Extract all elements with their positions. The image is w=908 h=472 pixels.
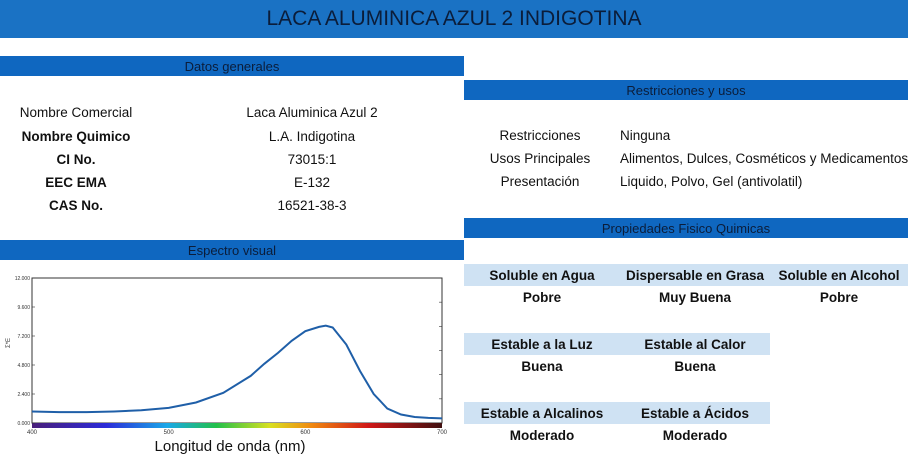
property-soluble-alcohol-value: Pobre xyxy=(819,290,859,305)
restriction-label-restricciones: Restricciones xyxy=(499,128,581,143)
property-soluble-agua-label: Soluble en Agua xyxy=(464,264,620,286)
general-label-eec: EEC EMA xyxy=(45,175,107,190)
x-tick-label: 600 xyxy=(300,430,311,436)
property-estable-acidos-label: Estable a Ácidos xyxy=(620,402,770,424)
y-tick-label: 9.600 xyxy=(17,305,30,311)
general-value-comercial: Laca Aluminica Azul 2 xyxy=(246,105,378,120)
x-tick-label: 500 xyxy=(163,430,174,436)
y-tick-label: 12.000 xyxy=(14,276,30,282)
x-tick-label: 700 xyxy=(436,430,448,436)
y-tick-label: 4.800 xyxy=(17,363,30,369)
property-estable-luz-value: Buena xyxy=(521,359,563,374)
restriction-label-usos: Usos Principales xyxy=(489,151,591,166)
general-value-ci: 73015:1 xyxy=(287,152,337,167)
visible-spectrum-band xyxy=(32,423,442,428)
property-soluble-agua-value: Pobre xyxy=(522,290,562,305)
spectrum-chart xyxy=(0,268,460,436)
page-title: LACA ALUMINICA AZUL 2 INDIGOTINA xyxy=(0,0,908,38)
general-value-eec: E-132 xyxy=(293,175,331,190)
section-spectrum-header: Espectro visual xyxy=(0,240,464,260)
property-dispersable-grasa-value: Muy Buena xyxy=(658,290,731,305)
general-value-cas: 16521-38-3 xyxy=(277,198,347,213)
property-dispersable-grasa-label: Dispersable en Grasa xyxy=(620,264,770,286)
section-restrictions-header: Restricciones y usos xyxy=(464,80,908,100)
property-soluble-alcohol-label: Soluble en Alcohol xyxy=(770,264,908,286)
general-label-ci: CI No. xyxy=(56,152,96,167)
restriction-value-usos: Alimentos, Dulces, Cosméticos y Medicamentos xyxy=(620,151,908,166)
y-axis-label: Σ*E xyxy=(6,337,12,348)
section-general-header: Datos generales xyxy=(0,56,464,76)
property-estable-luz-label: Estable a la Luz xyxy=(464,333,620,355)
general-value-quimico: L.A. Indigotina xyxy=(268,129,356,144)
property-estable-calor-label: Estable al Calor xyxy=(620,333,770,355)
x-tick-label: 400 xyxy=(26,430,38,436)
property-estable-acidos-value: Moderado xyxy=(662,428,728,443)
property-estable-alcalinos-value: Moderado xyxy=(509,428,575,443)
general-label-quimico: Nombre Quimico xyxy=(21,129,131,144)
y-tick-label: 0.000 xyxy=(17,421,30,427)
restriction-label-presentacion: Presentación xyxy=(500,174,580,189)
general-label-comercial: Nombre Comercial xyxy=(19,105,133,120)
restriction-value-restricciones: Ninguna xyxy=(620,128,671,143)
y-tick-label: 2.400 xyxy=(17,392,30,398)
property-estable-alcalinos-label: Estable a Alcalinos xyxy=(464,402,620,424)
x-axis-label: Longitud de onda (nm) xyxy=(154,438,306,455)
property-estable-calor-value: Buena xyxy=(674,359,716,374)
y-tick-label: 7.200 xyxy=(17,334,30,340)
restriction-value-presentacion: Liquido, Polvo, Gel (antivolatil) xyxy=(620,174,803,189)
general-label-cas: CAS No. xyxy=(49,198,103,213)
section-properties-header: Propiedades Fisico Quimicas xyxy=(464,218,908,238)
